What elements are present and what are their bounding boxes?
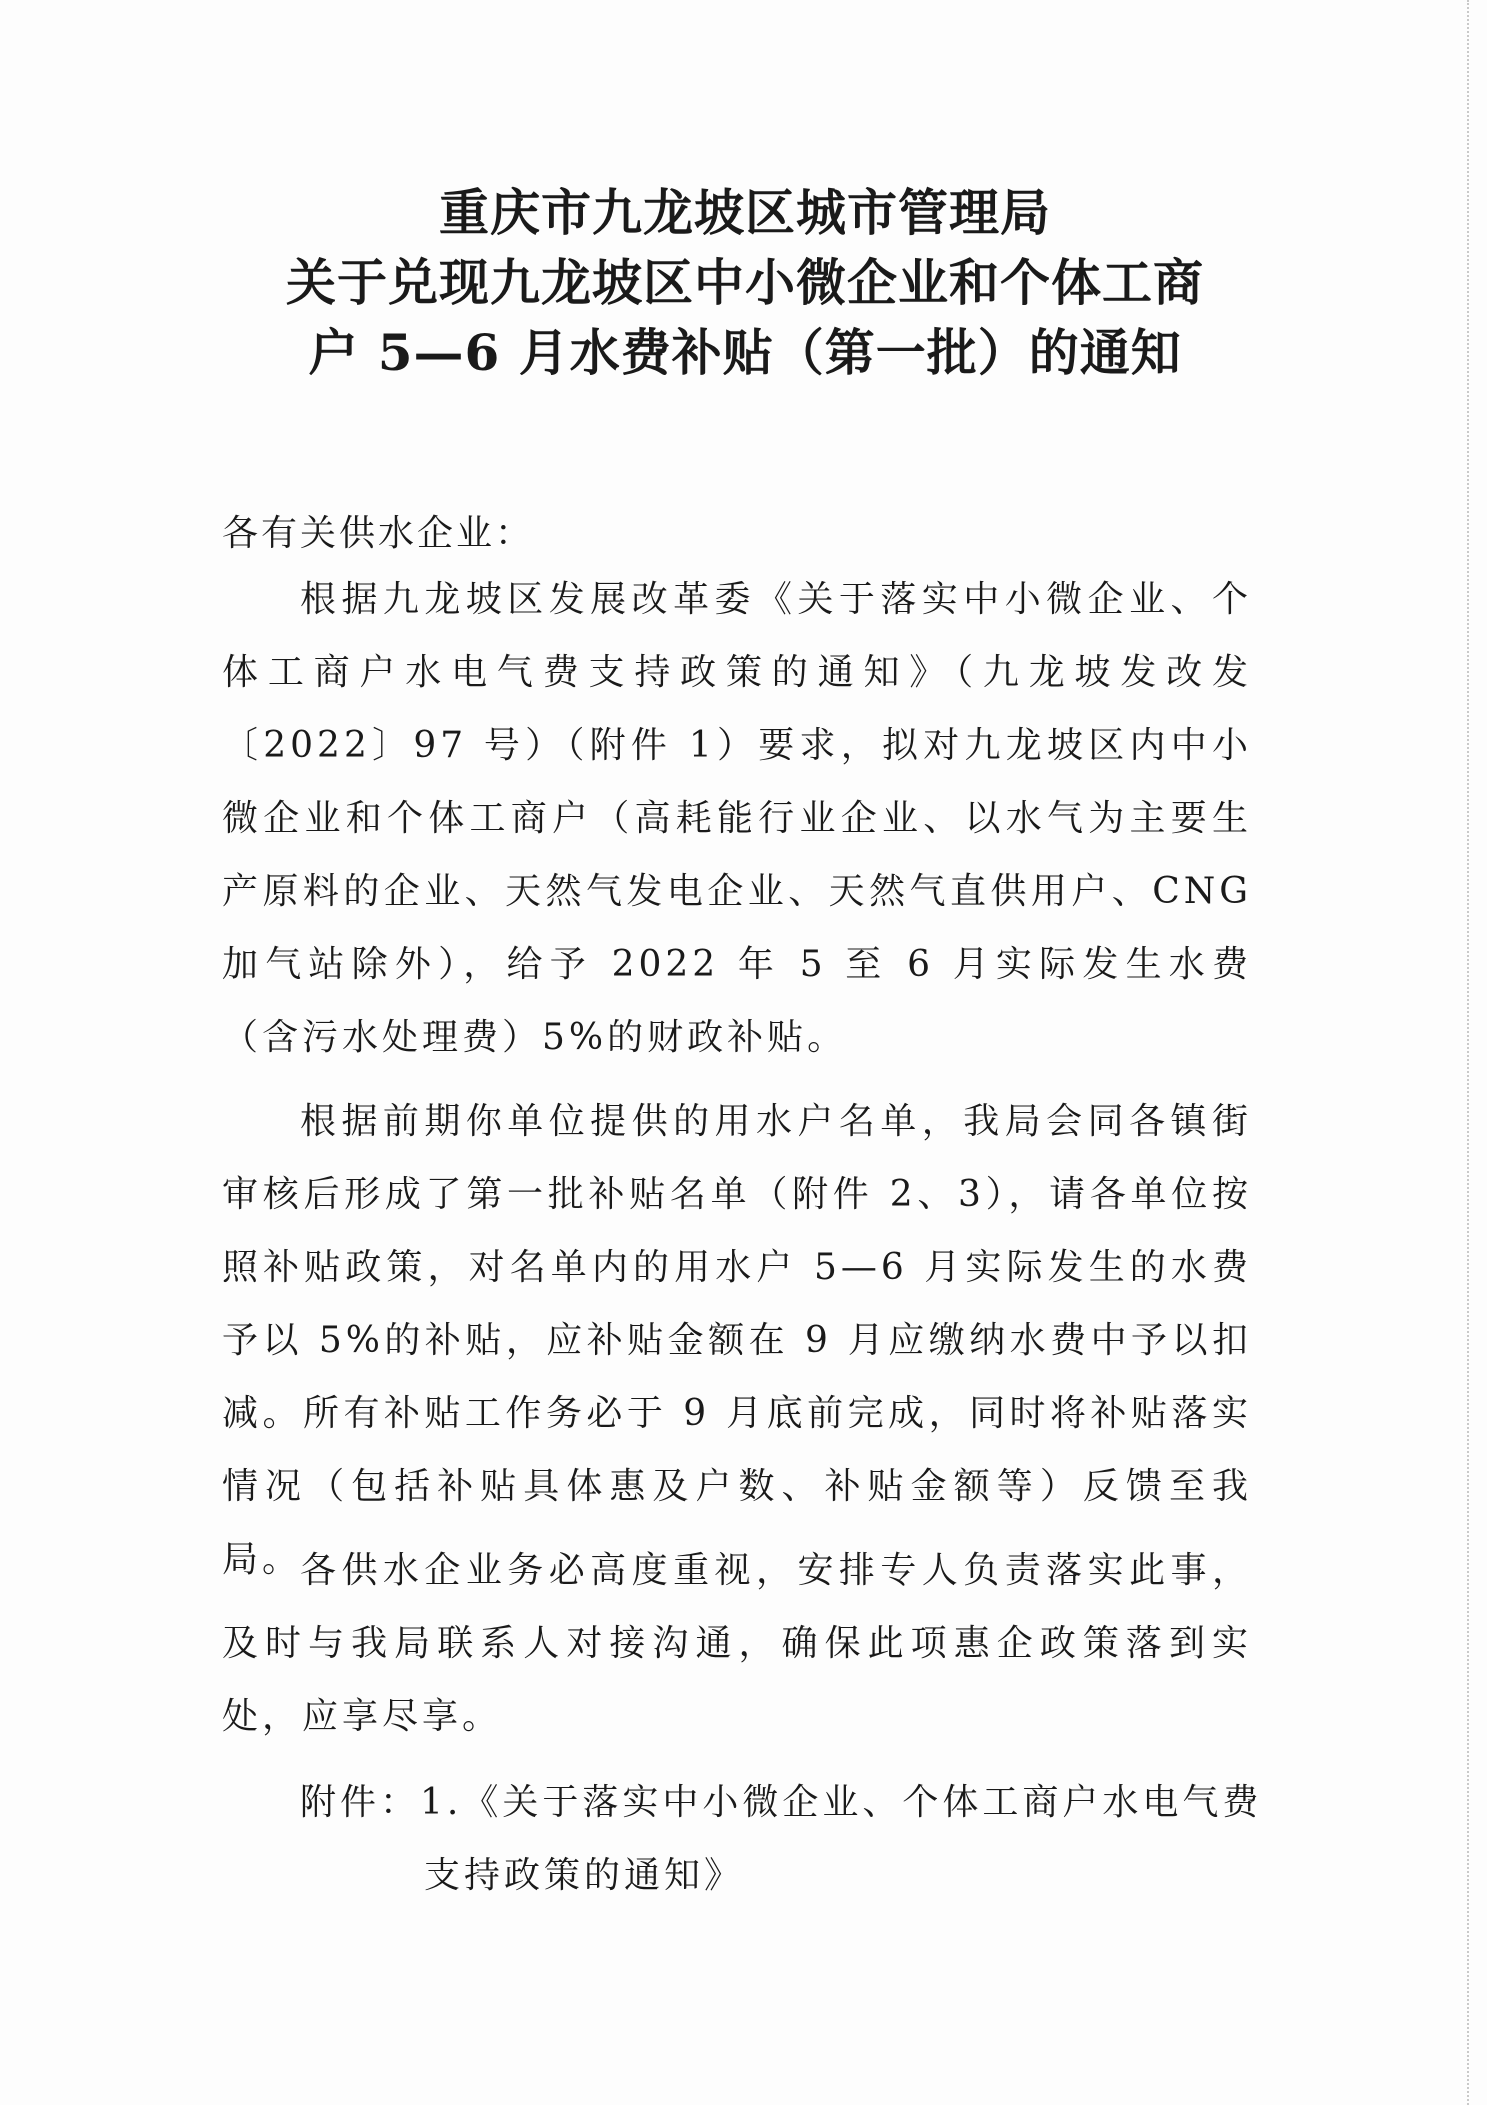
attachment-list (300, 1766, 1263, 1912)
document-title (150, 178, 1340, 388)
attachment-item-1: 附件：1.《关于落实中小微企业、个体工商户水电气费 (300, 1782, 1263, 1823)
title-line-1: 重庆市九龙坡区城市管理局 (439, 183, 1051, 242)
paragraph-policy-basis: 根据九龙坡区发展改革委《关于落实中小微企业、个体工商户水电气费支持政策的通知》（九龙坡发改发〔2022〕97 号）（附件 1）要求，拟对九龙坡区内中小微企业和个体工商户（高耗能行业企业、以水气为主要生产原料的企业、天然气发电企业、天然气直供用户、CNG 加气站除外），给予 2022 年 5 至 6 月实际发生水费（含污水处理费）5%的财政补贴。 (222, 579, 1252, 1058)
paragraph-requirements: 各供水企业务必高度重视，安排专人负责落实此事，及时与我局联系人对接沟通，确保此项惠企政策落到实处，应享尽享。 (222, 1550, 1252, 1737)
title-line-3: 户 5—6 月水费补贴（第一批）的通知 (308, 323, 1182, 382)
attachment-item-1-continuation: 支持政策的通知》 (424, 1855, 745, 1896)
title-line-2: 关于兑现九龙坡区中小微企业和个体工商 (286, 253, 1204, 312)
salutation: 各有关供水企业： (222, 513, 535, 554)
paragraph-subsidy-instructions: 根据前期你单位提供的用水户名单，我局会同各镇街审核后形成了第一批补贴名单（附件 2、3），请各单位按照补贴政策，对名单内的用水户 5—6 月实际发生的水费予以 5%的补贴，应补贴金额在 9 月应缴纳水费中予以扣减。所有补贴工作务必于 9 月底前完成，同时将补贴落实情况（包括补贴具体惠及户数、补贴金额等）反馈至我局。 (222, 1101, 1252, 1580)
scan-edge-dots (1467, 0, 1479, 2105)
